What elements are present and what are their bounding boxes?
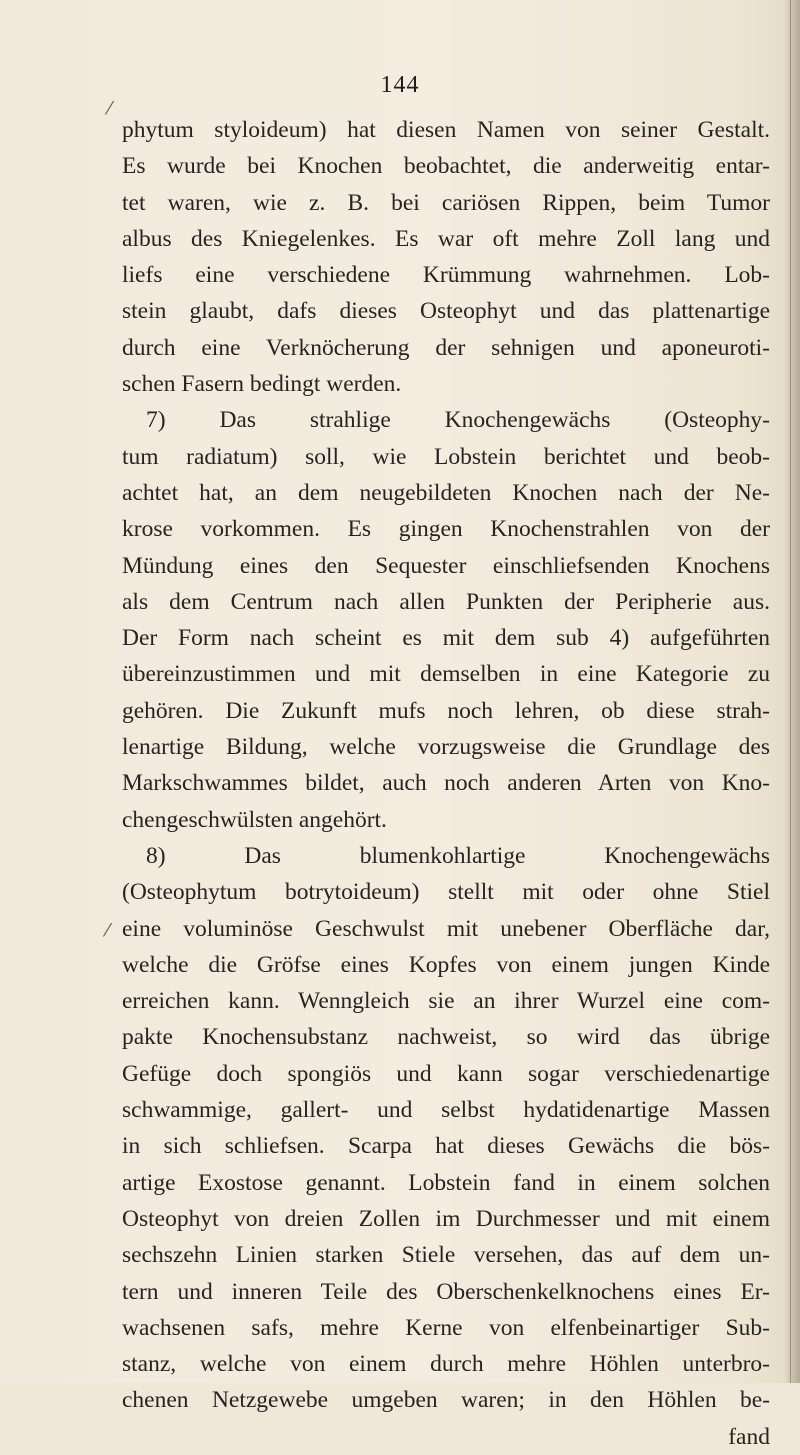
text-line: durch eine Verknöcherung der sehnigen und aponeuroti- [122,334,770,361]
text-line: lenartige Bildung, welche vorzugsweise die Grundlage des [122,734,770,761]
section-heading-line: 7) Das strahlige Knochengewächs (Osteophy- [146,407,770,434]
text-line: schen Fasern bedingt werden. [122,371,402,398]
text-line: Der Form nach scheint es mit dem sub 4) aufgeführten [122,625,770,652]
text-line: (Osteophytum botrytoideum) stellt mit oder ohne Stiel [122,879,770,906]
body-text [122,112,770,1455]
text-line: übereinzustimmen und mit demselben in eine Kategorie zu [122,661,770,688]
text-line: wachsenen safs, mehre Kerne von elfenbeinartiger Sub- [122,1314,770,1341]
text-line: Mündung eines den Sequester einschliefsenden Knochens [122,552,770,579]
text-line: tum radiatum) soll, wie Lobstein berichtet und beob- [122,443,770,470]
text-line: Osteophyt von dreien Zollen im Durchmesser und mit einem [122,1205,770,1232]
pencil-mark: ⁄ [108,98,112,119]
page-number: 144 [380,72,420,98]
text-line: Es wurde bei Knochen beobachtet, die anderweitig entar- [122,153,770,180]
text-line: chenen Netzgewebe umgeben waren; in den Höhlen be- [122,1387,770,1414]
text-line: phytum styloideum) hat diesen Namen von seiner Gestalt. [122,117,770,143]
text-line: stanz, welche von einem durch mehre Höhlen unterbro- [122,1351,770,1378]
text-line: als dem Centrum nach allen Punkten der Peripherie aus. [122,588,770,615]
text-line: gehören. Die Zukunft mufs noch lehren, ob diese strah- [122,697,770,724]
text-line: erreichen kann. Wenngleich sie an ihrer Wurzel eine com- [122,988,770,1015]
page-edge-shadow [784,0,800,1383]
section-heading-line: 8) Das blumenkohlartige Knochengewächs [146,842,770,869]
text-line: krose vorkommen. Es gingen Knochenstrahlen von der [122,516,770,543]
text-line: Gefüge doch spongiös und kann sogar verschiedenartige [122,1060,770,1087]
text-line: artige Exostose genannt. Lobstein fand in einem solchen [122,1169,770,1196]
text-line: Markschwammes bildet, auch noch anderen Arten von Kno- [122,770,770,797]
text-line: pakte Knochensubstanz nachweist, so wird das übrige [122,1024,770,1051]
pencil-mark: ⁄ [106,920,110,941]
text-line: liefs eine verschiedene Krümmung wahrnehmen. Lob- [122,262,770,289]
text-line: albus des Kniegelenkes. Es war oft mehre Zoll lang und [122,225,770,252]
text-line: chengeschwülsten angehört. [122,806,387,833]
text-line: schwammige, gallert- und selbst hydatidenartige Massen [122,1097,770,1124]
text-line: tern und inneren Teile des Oberschenkelknochens eines Er- [122,1278,770,1305]
text-line: in sich schliefsen. Scarpa hat dieses Gewächs die bös- [122,1133,770,1160]
text-line: stein glaubt, dafs dieses Osteophyt und das plattenartige [122,298,770,325]
text-line: welche die Gröfse eines Kopfes von einem jungen Kinde [122,951,770,978]
text-line-last: fand [728,1423,770,1450]
text-line: achtet hat, an dem neugebildeten Knochen nach der Ne- [122,479,770,506]
text-line: sechszehn Linien starken Stiele versehen, das auf dem un- [122,1242,770,1269]
page-edge-line [790,0,791,1383]
text-line: eine voluminöse Geschwulst mit unebener Oberfläche dar, [122,915,770,942]
text-line: tet waren, wie z. B. bei cariösen Rippen, beim Tumor [122,189,770,216]
